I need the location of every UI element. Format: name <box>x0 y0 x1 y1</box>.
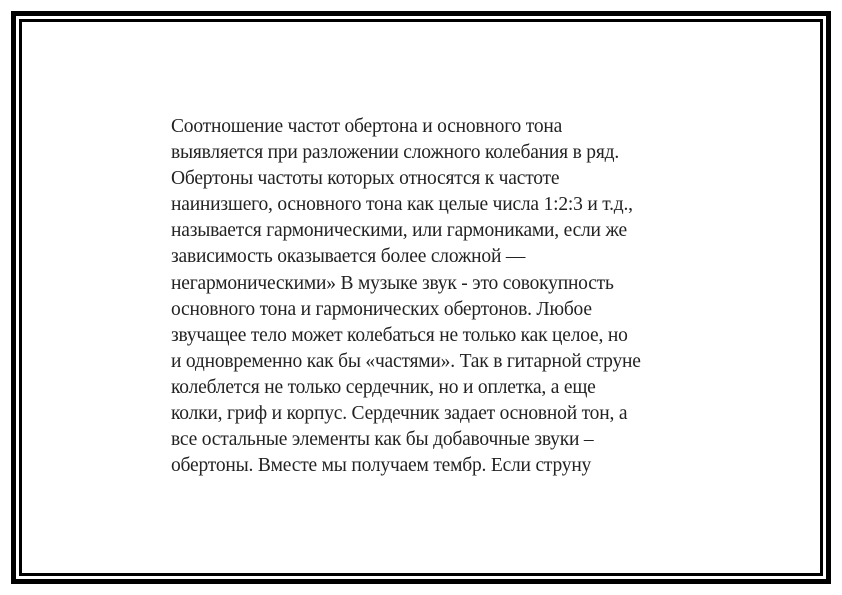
paragraph-line: все остальные элементы как бы добавочные звуки – <box>171 429 594 451</box>
paragraph-line: основного тона и гармонических обертонов. Любое <box>171 298 592 320</box>
paragraph-line: звучащее тело может колебаться не только как целое, но <box>171 324 628 346</box>
paragraph-line: Соотношение частот обертона и основного тона <box>171 116 563 137</box>
paragraph-line: зависимость оказывается более сложной — <box>171 246 526 268</box>
paragraph-line: Обертоны частоты которых относятся к частоте <box>171 168 560 190</box>
paragraph-line: колки, гриф и корпус. Сердечник задает основной тон, а <box>171 403 628 425</box>
paragraph-line: колеблется не только сердечник, но и оплетка, а еще <box>171 376 596 398</box>
paragraph-line: негармоническими» В музыке звук - это совокупность <box>171 272 614 294</box>
paragraph-line: выявляется при разложении сложного колебания в ряд. <box>171 142 619 164</box>
paragraph-line: обертоны. Вместе мы получаем тембр. Если струну <box>171 455 592 477</box>
paragraph-line: и одновременно как бы «частями». Так в гитарной струне <box>171 350 641 372</box>
body-paragraph <box>171 114 731 479</box>
paragraph-line: называется гармоническими, или гармониками, если же <box>171 220 627 242</box>
paragraph-line: наинизшего, основного тона как целые числа 1:2:3 и т.д., <box>171 194 633 216</box>
